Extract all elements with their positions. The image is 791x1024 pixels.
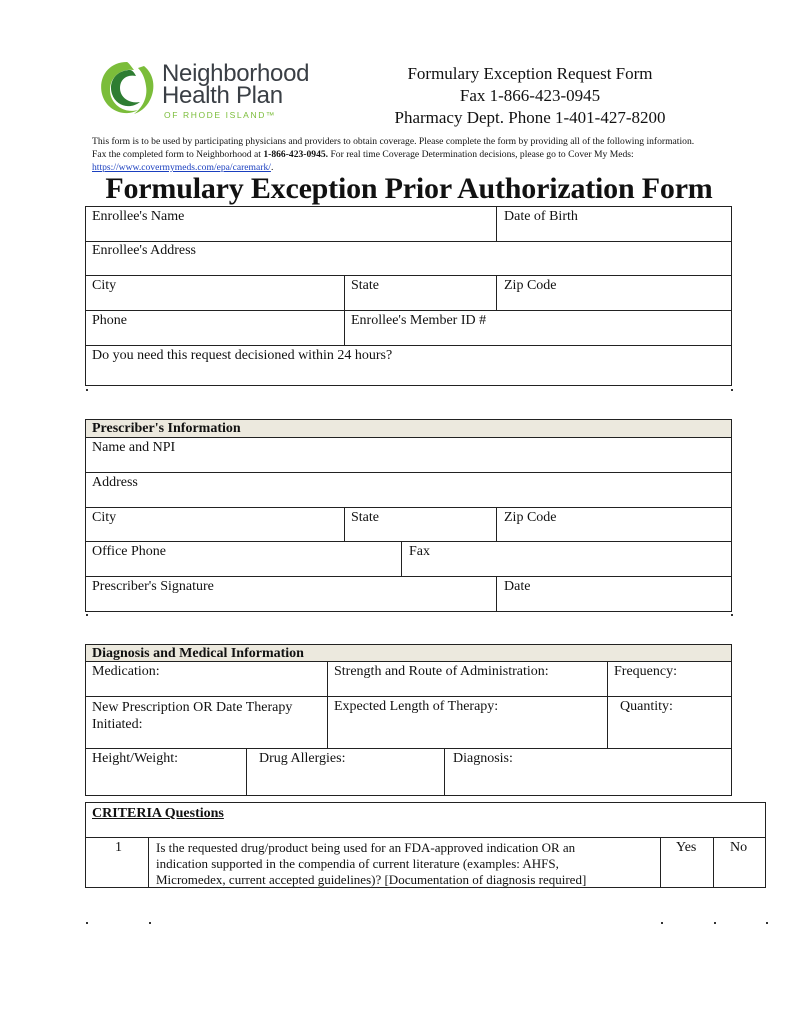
criteria-no-option[interactable]: No (730, 840, 748, 855)
quantity-label: Quantity: (620, 699, 673, 714)
new-rx-label-line2: Initiated: (92, 717, 143, 732)
criteria-question-line3: Micromedex, current accepted guidelines)? [Documentation of diagnosis required] (156, 872, 587, 887)
criteria-heading: CRITERIA Questions (92, 806, 224, 821)
prescriber-state-label: State (351, 510, 379, 525)
page-dot (714, 922, 716, 924)
logo-text-rhode-island: OF RHODE ISLAND™ (164, 110, 277, 120)
intro-paragraph (92, 135, 702, 174)
page-dot (86, 614, 88, 616)
medication-label: Medication: (92, 664, 160, 679)
page-dot (86, 922, 88, 924)
neighborhood-logo (94, 56, 324, 122)
criteria-question-line1: Is the requested drug/product being used for an FDA-approved indication OR an (156, 840, 576, 855)
prescriber-heading: Prescriber's Information (86, 420, 731, 437)
intro-fax-bold: 1-866-423-0945. (263, 149, 329, 160)
criteria-question-number: 1 (115, 840, 122, 855)
enrollee-phone-label: Phone (92, 313, 127, 328)
logo-text-health-plan: Health Plan (162, 82, 283, 109)
logo-swirl-icon (94, 56, 160, 122)
prescriber-address-label: Address (92, 475, 138, 490)
diagnosis-label: Diagnosis: (453, 751, 513, 766)
prescriber-zip-label: Zip Code (504, 510, 557, 525)
diagnosis-heading (86, 645, 731, 661)
urgent-request-label: Do you need this request decisioned within 24 hours? (92, 348, 393, 363)
logo-text-neighborhood: Neighborhood (162, 60, 310, 87)
prescriber-date-label: Date (504, 579, 531, 594)
height-weight-label: Height/Weight: (92, 751, 178, 766)
enrollee-dob-label: Date of Birth (504, 209, 578, 224)
page-dot (731, 389, 733, 391)
intro-text-2: For real time Coverage Determination decisions, please go to Cover My Meds: (328, 149, 634, 160)
prescriber-office-phone-label: Office Phone (92, 544, 166, 559)
enrollee-city-label: City (92, 278, 117, 293)
enrollee-address-label: Enrollee's Address (92, 243, 197, 258)
intro-text-1: This form is to be used by participating physicians and providers to obtain coverage. Please complete the form by providing all of the following information. Fax the completed form to Neighborhood at (92, 136, 695, 160)
covermymeds-link[interactable]: https://www.covermymeds.com/epa/caremark/ (92, 162, 271, 173)
enrollee-zip-label: Zip Code (504, 278, 557, 293)
page-dot (149, 922, 151, 924)
expected-length-label: Expected Length of Therapy: (334, 699, 499, 714)
diagnosis-heading-text: Diagnosis and Medical Information (92, 646, 304, 661)
criteria-question-line2: indication supported in the compendia of current literature (examples: AHFS, (156, 856, 559, 871)
strength-route-label: Strength and Route of Administration: (334, 664, 549, 679)
prescriber-city-label: City (92, 510, 117, 525)
pharmacy-phone: Pharmacy Dept. Phone 1-401-427-8200 (394, 108, 666, 127)
fax-number: Fax 1-866-423-0945 (459, 86, 601, 105)
new-rx-label-line1: New Prescription OR Date Therapy (92, 700, 293, 715)
criteria-yes-option[interactable]: Yes (676, 840, 697, 855)
page-title: Formulary Exception Prior Authorization Form (105, 172, 713, 205)
intro-text-3: . (270, 162, 274, 173)
enrollee-member-id-label: Enrollee's Member ID # (351, 313, 487, 328)
frequency-label: Frequency: (614, 664, 677, 679)
enrollee-state-label: State (351, 278, 379, 293)
prescriber-name-npi-label: Name and NPI (92, 440, 176, 455)
prescriber-fax-label: Fax (409, 544, 430, 559)
enrollee-name-label: Enrollee's Name (92, 209, 185, 224)
page-dot (731, 614, 733, 616)
page-dot (766, 922, 768, 924)
drug-allergies-label: Drug Allergies: (259, 751, 346, 766)
prescriber-signature-label: Prescriber's Signature (92, 579, 214, 594)
page-dot (86, 389, 88, 391)
page-dot (661, 922, 663, 924)
form-heading: Formulary Exception Request Form (407, 64, 653, 83)
